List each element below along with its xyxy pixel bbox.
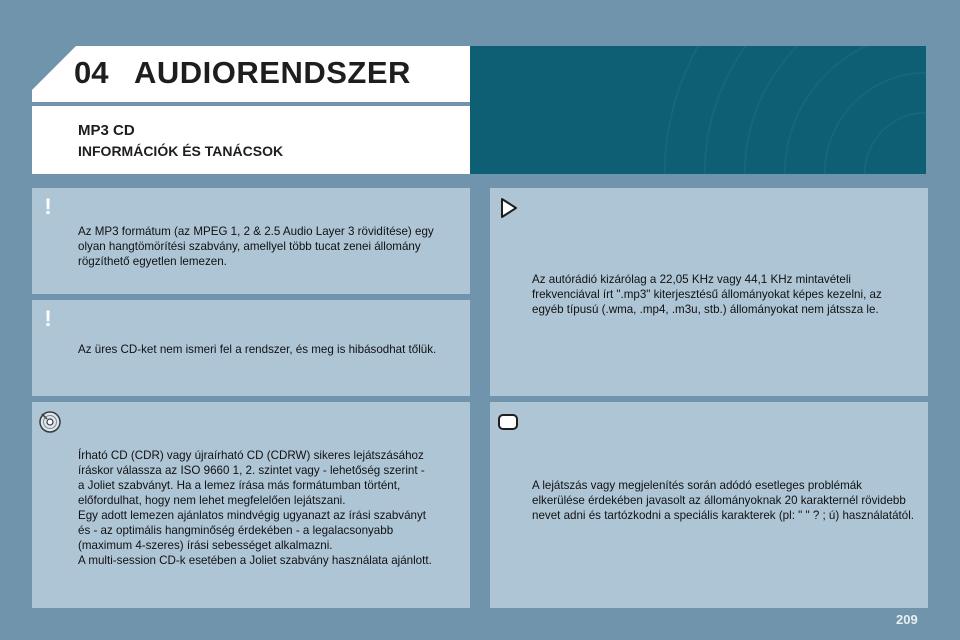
section-subtitle: INFORMÁCIÓK ÉS TANÁCSOK (78, 143, 284, 159)
section-title-box (32, 106, 470, 174)
cd-writing-line: Írható CD (CDR) vagy újraírható CD (CDRW) sikeres lejátszásához (78, 449, 424, 462)
chapter-number: 04 (74, 55, 109, 90)
header-banner (470, 46, 926, 174)
mp3-format-text: Az MP3 formátum (az MPEG 1, 2 & 2.5 Audio Layer 3 rövidítése) egy olyan hangtömörítési szabvány, amellyel több tucat zenei állomány rögzíthető egyetlen lemezen. (78, 225, 434, 268)
cd-writing-line: a Joliet szabványt. Ha a lemez írása más formátumban történt, (78, 479, 401, 492)
sampling-text: Az autórádió kizárólag a 22,05 KHz vagy 44,1 KHz mintavételi frekvenciával írt ".mp3" kiterjesztésű állományokat képes kezelni, az egyéb típusú (.wma, .mp4, .m3u, stb.) állományokat nem játssza le. (532, 273, 882, 316)
play-icon (496, 196, 520, 220)
cd-writing-line: előfordulhat, hogy nem lehet megfelelően lejátszani. (78, 494, 346, 507)
filenames-text: A lejátszás vagy megjelenítés során adódó esetleges problémák elkerülése érdekében javasolt az állományoknak 20 karakternél rövidebb nevet adni és tartózkodni a speciális karakterek (pl: " " ? ; ú) használatától. (532, 479, 915, 522)
empty-cd-text: Az üres CD-ket nem ismeri fel a rendszer, és meg is hibásodhat tőlük. (78, 343, 437, 356)
cd-writing-line: Egy adott lemezen ajánlatos mindvégig ugyanazt az írási szabványt (78, 509, 427, 522)
warning-icon: ! (44, 306, 52, 331)
cd-writing-line: (maximum 4-szeres) írási sebességet alkalmazni. (78, 539, 333, 552)
cd-writing-line: A multi-session CD-k esetében a Joliet szabvány használata ajánlott. (78, 554, 432, 567)
page-number: 209 (896, 612, 918, 627)
section-title: MP3 CD (78, 122, 135, 139)
cd-writing-line: íráskor válassza az ISO 9660 1, 2. szintet vagy - lehetőség szerint - (78, 464, 425, 477)
cd-writing-line: és - az optimális hangminőség érdekében - a legalacsonyabb (78, 524, 394, 537)
cd-writing-text (78, 448, 466, 568)
chapter-title: AUDIORENDSZER (134, 55, 411, 90)
note-icon (496, 410, 520, 434)
warning-icon: ! (44, 194, 52, 219)
disc-icon (38, 410, 62, 434)
